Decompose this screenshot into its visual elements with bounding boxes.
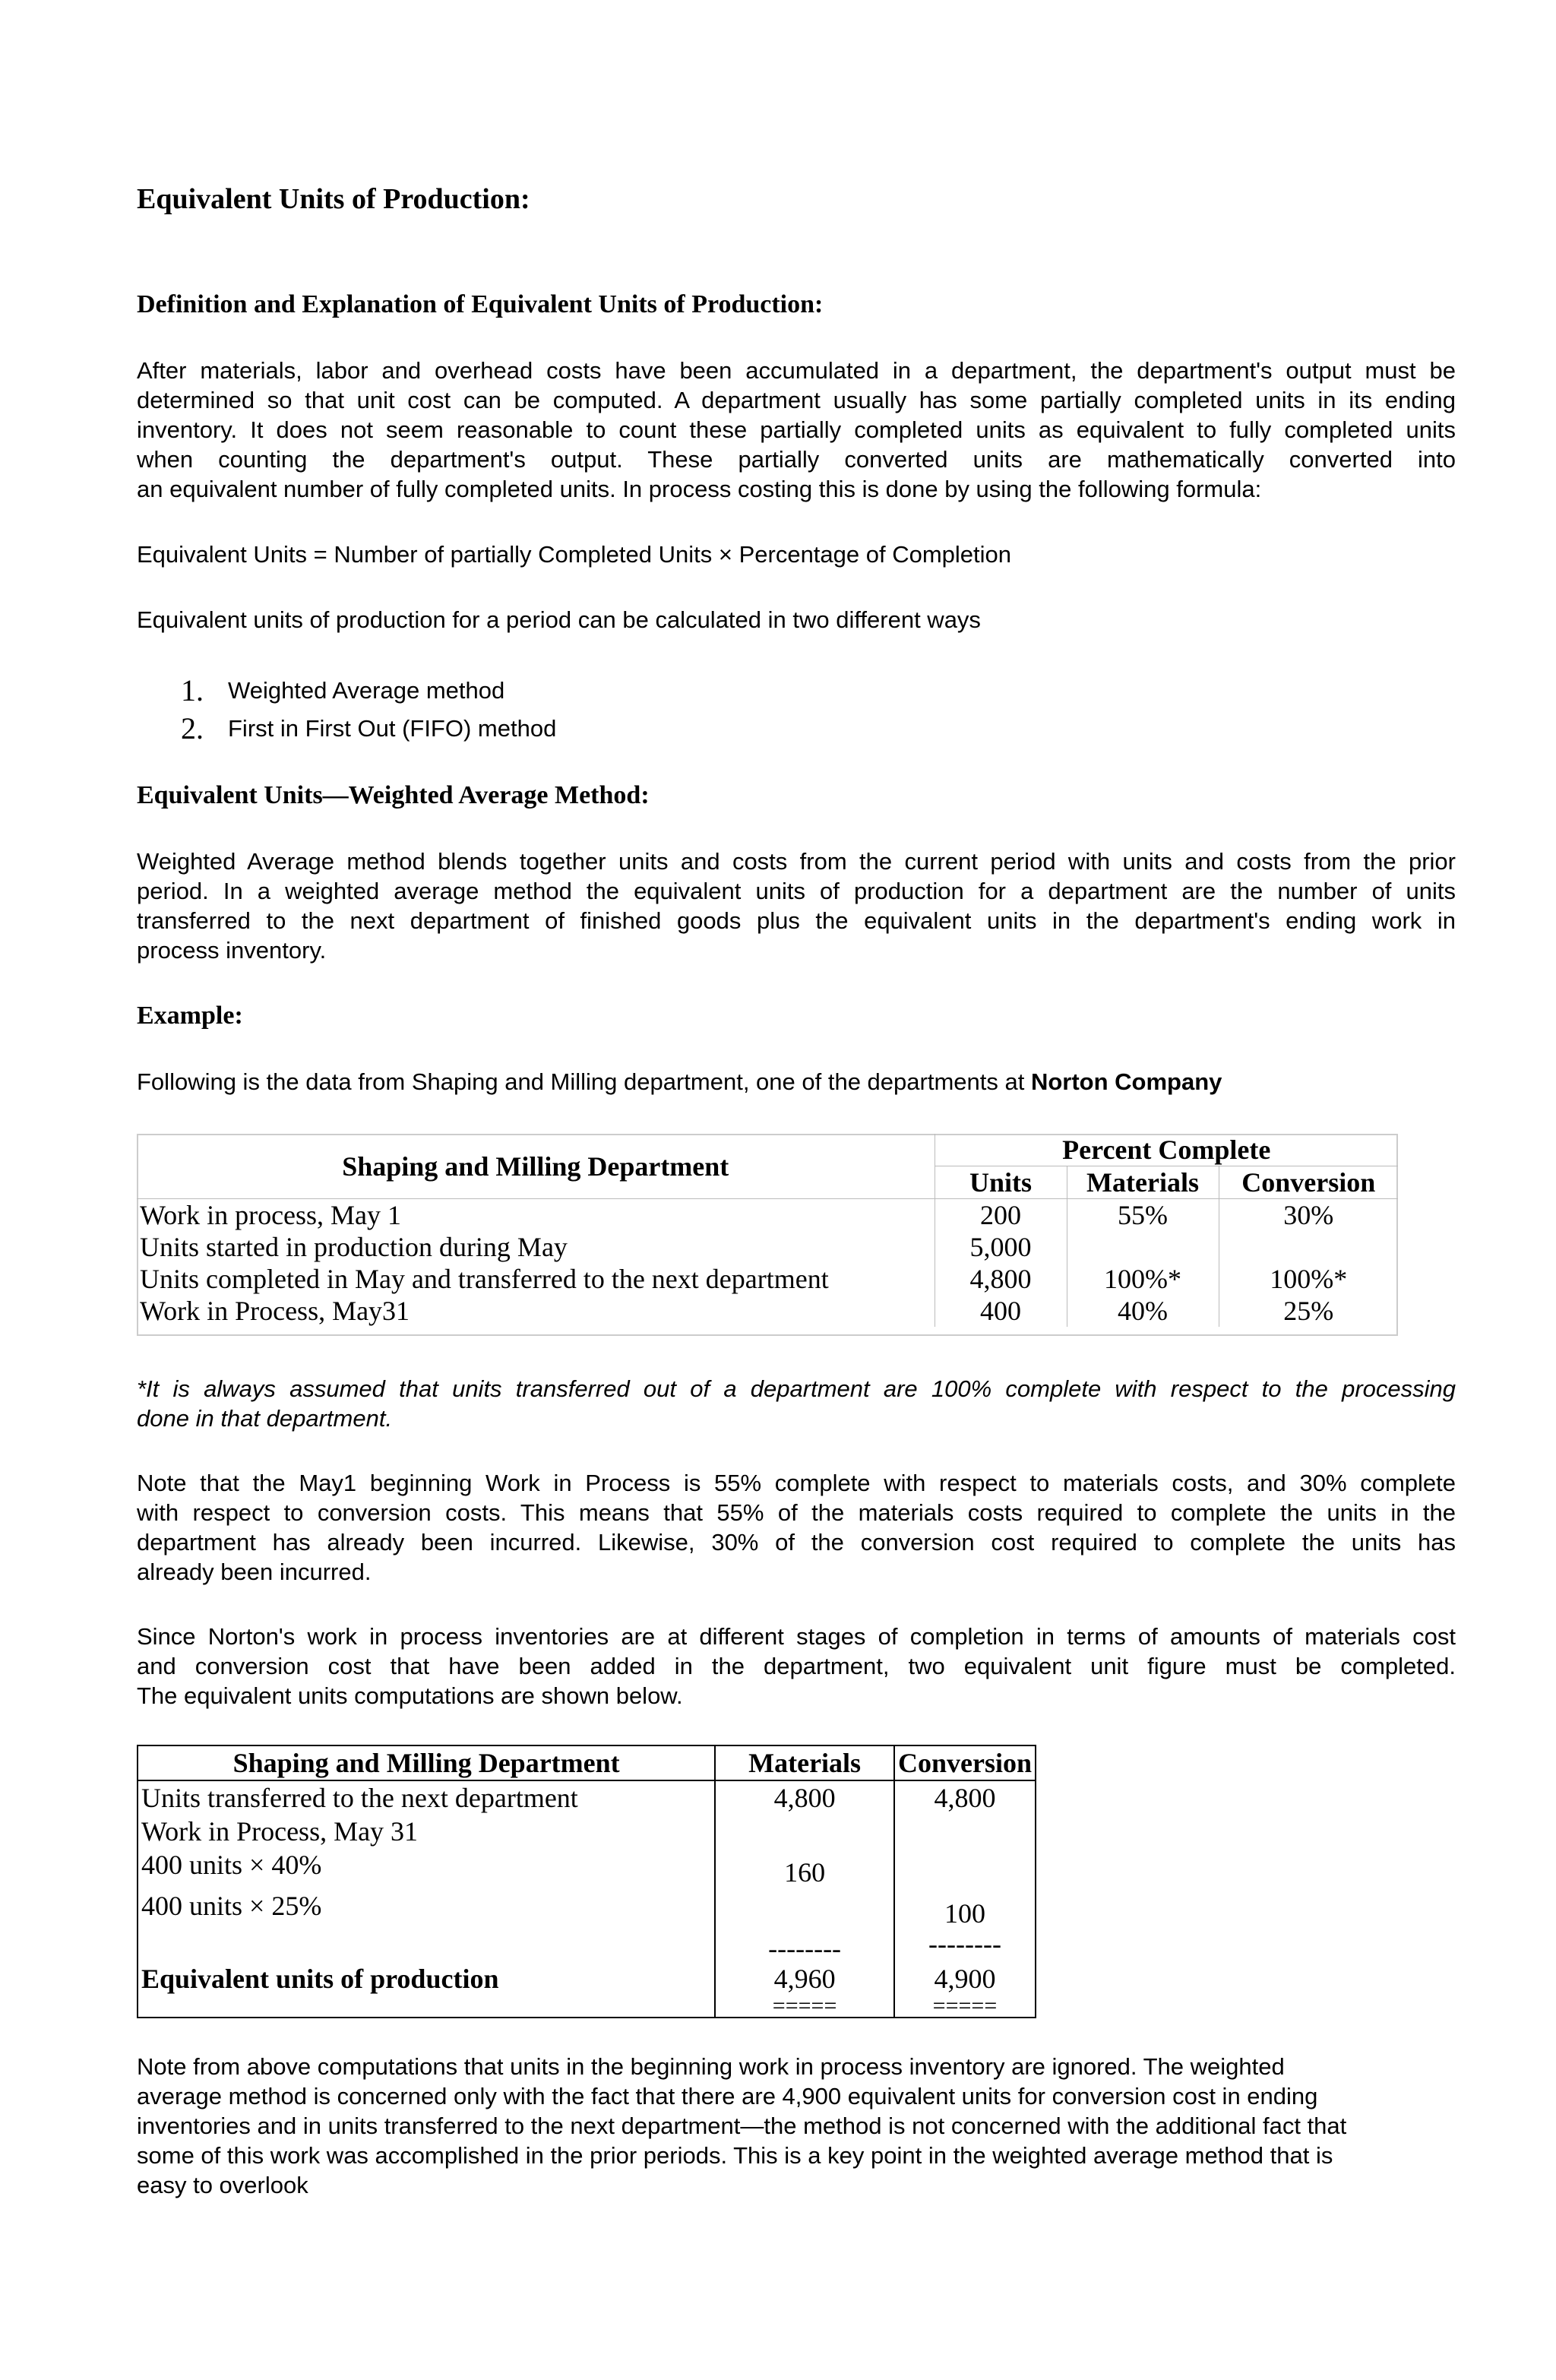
text-line: when counting the department's output. These partially converted units are mathematically converted into xyxy=(137,446,1456,473)
text-line: already been incurred. xyxy=(137,1559,372,1585)
text-line: transferred to the next department of finished goods plus the equivalent units in the department's ending work in xyxy=(137,907,1456,934)
table-row xyxy=(138,1848,1036,1889)
materials-cell xyxy=(715,1889,894,1930)
conversion-cell: 25% xyxy=(1219,1295,1398,1327)
units-cell: 5,000 xyxy=(935,1231,1067,1263)
text-line: The equivalent units computations are shown below. xyxy=(137,1682,683,1709)
footnote xyxy=(137,1374,1456,1433)
text-line: process inventory. xyxy=(137,937,327,964)
materials-header: Materials xyxy=(715,1745,894,1780)
text-line: average method is concerned only with the fact that there are 4,900 equivalent units for conversion cost in ending xyxy=(137,2083,1318,2109)
row-label: Work in Process, May 31 xyxy=(141,1816,419,1847)
company-name: Norton Company xyxy=(1030,1068,1222,1095)
text-line: Weighted Average method blends together units and costs from the current period with units and costs from the prior xyxy=(137,848,1456,875)
text-line: department has already been incurred. Likewise, 30% of the conversion cost required to complete the units has xyxy=(137,1529,1456,1556)
row-label: Units started in production during May xyxy=(140,1232,568,1262)
page-title: Equivalent Units of Production: xyxy=(137,183,530,215)
text-line: inventories and in units transferred to the next department—the method is not concerned with the additional fact that xyxy=(137,2113,1347,2139)
row-label: Work in Process, May31 xyxy=(140,1296,410,1326)
conversion-header: Conversion xyxy=(1219,1166,1398,1199)
list-number: 2. xyxy=(181,711,204,745)
definition-paragraph xyxy=(137,356,1456,504)
materials-cell: 160 xyxy=(715,1848,894,1889)
percent-complete-header: Percent Complete xyxy=(935,1134,1398,1166)
text-line: Since Norton's work in process inventories are at different stages of completion in terms of amounts of materials cost xyxy=(137,1623,1456,1650)
materials-total: 4,960 xyxy=(715,1962,894,1995)
units-header: Units xyxy=(935,1166,1067,1199)
note-paragraph-1 xyxy=(137,1468,1456,1587)
text-line: Note that the May1 beginning Work in Process is 55% complete with respect to materials costs, and 30% complete xyxy=(137,1470,1456,1496)
units-cell: 200 xyxy=(935,1199,1067,1232)
formula-text: Equivalent Units = Number of partially Completed Units × Percentage of Completion xyxy=(137,541,1012,568)
table-row xyxy=(138,1930,1036,1962)
conversion-cell xyxy=(894,1815,1036,1848)
spacer-cell xyxy=(138,1995,715,2018)
text-line: After materials, labor and overhead costs have been accumulated in a department, the department's output must be xyxy=(137,357,1456,384)
example-intro-text: Following is the data from Shaping and Milling department, one of the departments at xyxy=(137,1068,1031,1095)
conversion-cell: 100%* xyxy=(1219,1263,1398,1295)
list-text: Weighted Average method xyxy=(228,677,505,704)
dept-header: Shaping and Milling Department xyxy=(137,1134,935,1199)
equivalent-units-table xyxy=(137,1745,1036,2018)
units-cell: 4,800 xyxy=(935,1263,1067,1295)
conversion-cell: 30% xyxy=(1219,1199,1398,1232)
units-cell: 400 xyxy=(935,1295,1067,1327)
example-heading: Example: xyxy=(137,1002,243,1030)
text-line: *It is always assumed that units transferred out of a department are 100% complete with respect to the processing xyxy=(137,1375,1456,1402)
text-line: determined so that unit cost can be computed. A department usually has some partially completed units in its ending xyxy=(137,387,1456,413)
text-line: some of this work was accomplished in the prior periods. This is a key point in the weighted average method that is xyxy=(137,2142,1333,2169)
text-line: with respect to conversion costs. This means that 55% of the materials costs required to complete the units in the xyxy=(137,1499,1456,1526)
materials-cell xyxy=(1067,1231,1219,1263)
conversion-double-rule: ===== xyxy=(894,1995,1036,2018)
row-label: 400 units × 40% xyxy=(141,1850,322,1880)
table-row xyxy=(137,1199,1398,1232)
table-row xyxy=(138,1780,1036,1815)
conversion-cell: 100 xyxy=(894,1889,1036,1930)
conversion-cell xyxy=(1219,1231,1398,1263)
text-line: done in that department. xyxy=(137,1405,393,1432)
conversion-total: 4,900 xyxy=(894,1962,1036,1995)
table-row xyxy=(137,1231,1398,1263)
table-row xyxy=(138,1889,1036,1930)
materials-rule: -------- xyxy=(715,1930,894,1962)
materials-cell: 40% xyxy=(1067,1295,1219,1327)
table-row xyxy=(137,1263,1398,1295)
spacer-cell xyxy=(138,1930,715,1962)
materials-double-rule: ===== xyxy=(715,1995,894,2018)
materials-header: Materials xyxy=(1067,1166,1219,1199)
dept-header: Shaping and Milling Department xyxy=(138,1745,715,1780)
conversion-cell: 4,800 xyxy=(894,1780,1036,1815)
row-label: Work in process, May 1 xyxy=(140,1200,402,1230)
conversion-header: Conversion xyxy=(894,1745,1036,1780)
conversion-rule: -------- xyxy=(894,1930,1036,1962)
text-line: easy to overlook xyxy=(137,2172,308,2198)
materials-cell: 4,800 xyxy=(715,1780,894,1815)
list-text: First in First Out (FIFO) method xyxy=(228,715,557,742)
note-paragraph-3 xyxy=(137,2052,1456,2200)
weighted-average-heading: Equivalent Units—Weighted Average Method: xyxy=(137,781,650,809)
materials-cell xyxy=(715,1815,894,1848)
list-number: 1. xyxy=(181,673,204,707)
weighted-average-paragraph xyxy=(137,847,1456,965)
percent-complete-table xyxy=(137,1134,1398,1327)
row-label: Units completed in May and transferred to the next department xyxy=(140,1264,829,1294)
table-row xyxy=(138,1815,1036,1848)
materials-cell: 100%* xyxy=(1067,1263,1219,1295)
text-line: Note from above computations that units in the beginning work in process inventory are ignored. The weighted xyxy=(137,2053,1285,2080)
text-line: an equivalent number of fully completed units. In process costing this is done by using the following formula: xyxy=(137,476,1262,502)
definition-heading: Definition and Explanation of Equivalent Units of Production: xyxy=(137,290,824,318)
row-label: Units transferred to the next department xyxy=(141,1783,578,1813)
conversion-cell xyxy=(894,1848,1036,1889)
text-line: period. In a weighted average method the equivalent units of production for a department are the number of units xyxy=(137,878,1456,904)
example-intro xyxy=(137,1067,1222,1097)
table-row xyxy=(138,1962,1036,1995)
text-line: and conversion cost that have been added in the department, two equivalent unit figure must be completed. xyxy=(137,1653,1456,1679)
methods-intro: Equivalent units of production for a period can be calculated in two different ways xyxy=(137,606,981,633)
note-paragraph-2 xyxy=(137,1622,1456,1711)
total-label: Equivalent units of production xyxy=(141,1964,499,1994)
text-line: inventory. It does not seem reasonable to count these partially completed units as equivalent to fully completed units xyxy=(137,416,1456,443)
row-label: 400 units × 25% xyxy=(141,1891,322,1921)
materials-cell: 55% xyxy=(1067,1199,1219,1232)
table-row xyxy=(138,1995,1036,2018)
table-row xyxy=(137,1295,1398,1327)
